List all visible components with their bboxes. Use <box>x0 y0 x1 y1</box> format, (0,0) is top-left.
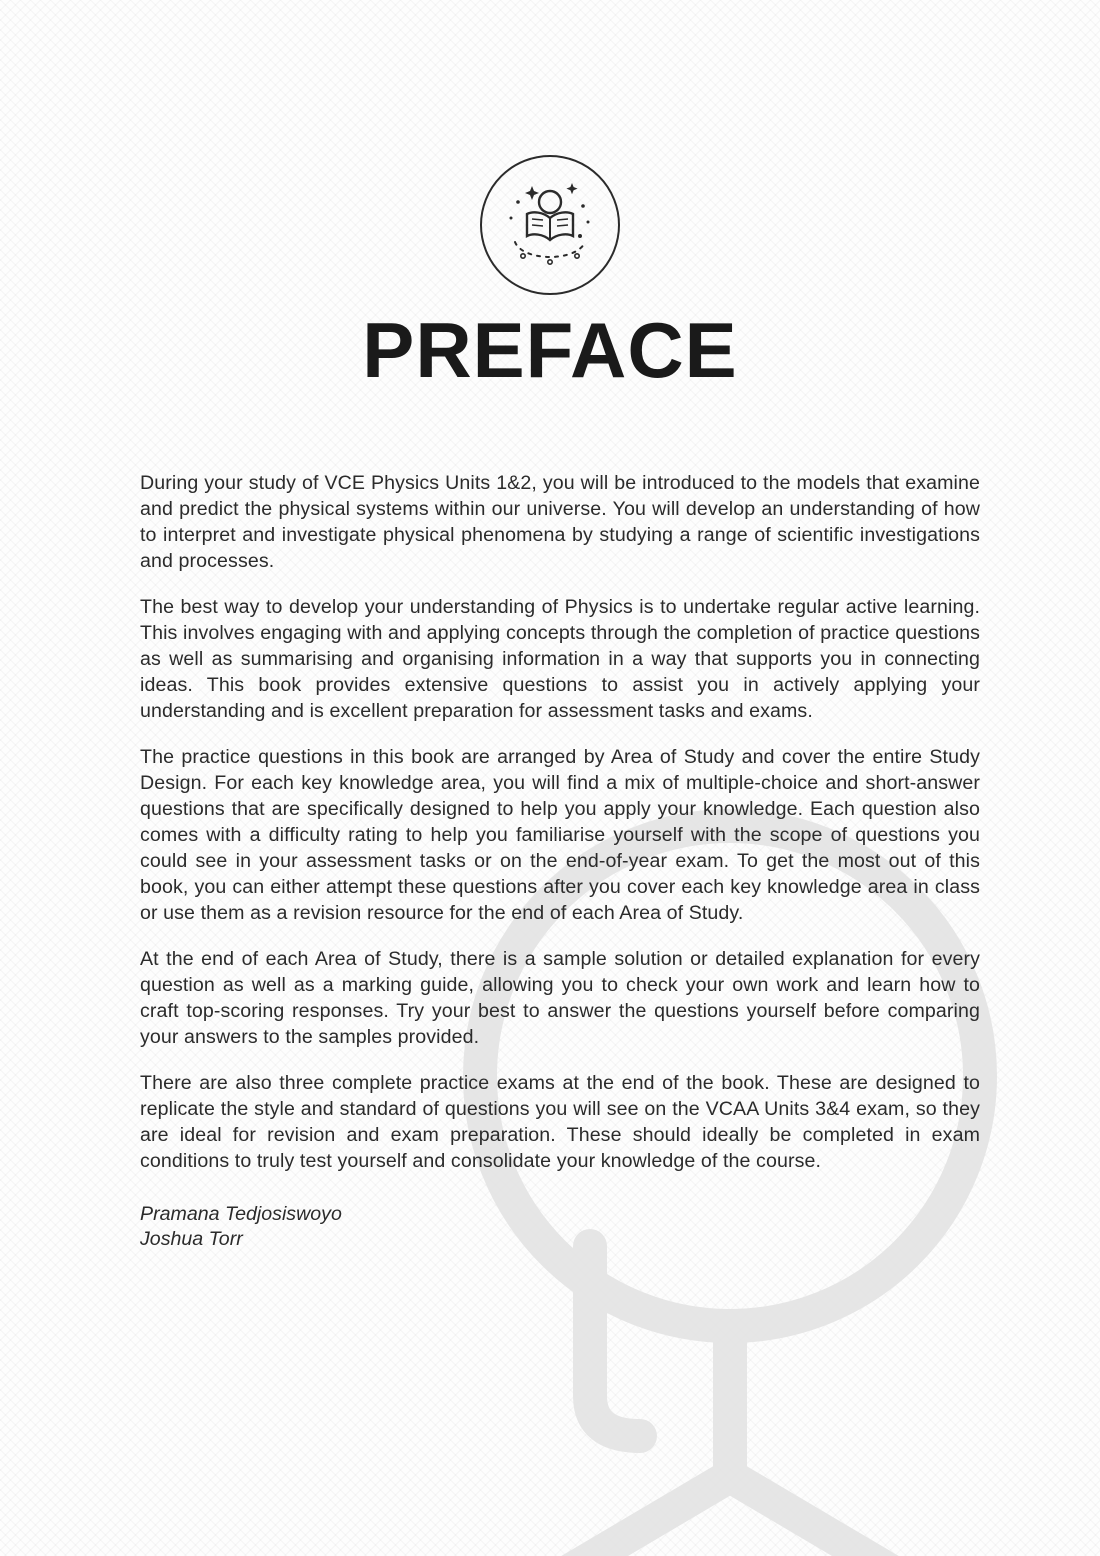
preface-paragraph: At the end of each Area of Study, there is a sample solution or detailed explanation for every question as well as a marking guide, allowing you to check your own work and learn how to craft top-scoring responses. Try your best to answer the questions yourself before comparing your answers to the samples provided. <box>140 948 980 1048</box>
author-signature <box>140 1202 980 1252</box>
person-reading-book-circle-icon <box>475 150 625 300</box>
author-name: Joshua Torr <box>140 1228 243 1250</box>
preface-paragraph: The practice questions in this book are arranged by Area of Study and cover the entire Study Design. For each key knowledge area, you will find a mix of multiple-choice and short-answer questions that are specifically designed to help you apply your knowledge. Each question also comes with a difficulty rating to help you familiarise yourself with the scope of questions you could see in your assessment tasks or on the end-of-year exam. To get the most out of this book, you can either attempt these questions after you cover each key knowledge area in class or use them as a revision resource for the end of each Area of Study. <box>140 746 980 924</box>
preface-paragraph: There are also three complete practice exams at the end of the book. These are designed to replicate the style and standard of questions you will see on the VCAA Units 3&4 exam, so they are ideal for revision and exam preparation. These should ideally be completed in exam conditions to truly test yourself and consolidate your knowledge of the course. <box>140 1072 980 1172</box>
preface-paragraph: During your study of VCE Physics Units 1&2, you will be introduced to the models that examine and predict the physical systems within our universe. You will develop an understanding of how to interpret and investigate physical phenomena by studying a range of scientific investigations and processes. <box>140 472 980 572</box>
page-title: PREFACE <box>362 306 738 394</box>
author-name: Pramana Tedjosiswoyo <box>140 1203 342 1225</box>
preface-body <box>140 470 980 1252</box>
preface-paragraph: The best way to develop your understanding of Physics is to undertake regular active learning. This involves engaging with and applying concepts through the completion of practice questions as well as summarising and organising information in a way that supports you in connecting ideas. This book provides extensive questions to assist you in actively applying your understanding and is excellent preparation for assessment tasks and exams. <box>140 596 980 722</box>
